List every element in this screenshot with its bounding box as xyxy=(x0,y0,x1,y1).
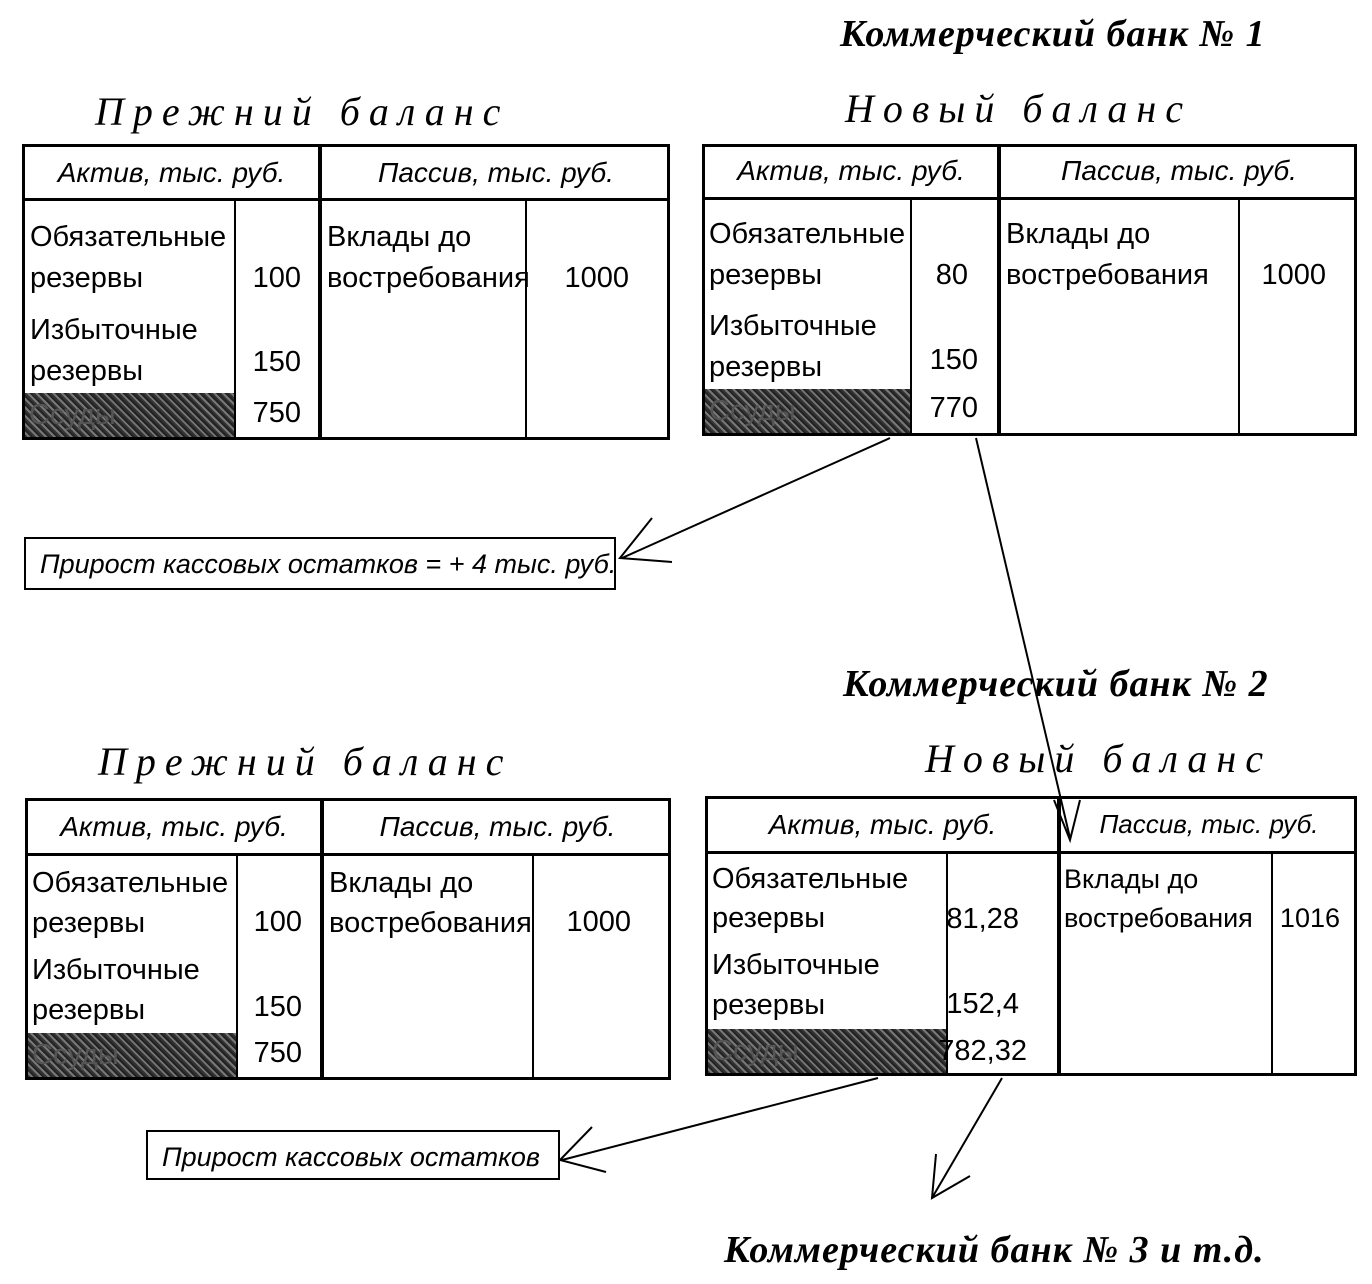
required-reserves-value: 80 xyxy=(935,259,968,291)
required-reserves-label-line2: резервы xyxy=(712,902,826,934)
excess-reserves-label-line2: резервы xyxy=(30,355,144,387)
bank1-title: Коммерческий банк № 1 xyxy=(840,13,1266,55)
excess-reserves-value: 150 xyxy=(929,344,978,376)
deposits-value: 1016 xyxy=(1279,903,1340,933)
asset-header: Актив, тыс. руб. xyxy=(57,157,286,188)
excess-reserves-label-line2: резервы xyxy=(32,994,146,1026)
excess-reserves-label-line1: Избыточные xyxy=(32,954,200,986)
liability-header: Пассив, тыс. руб. xyxy=(1061,155,1297,186)
required-reserves-label-line1: Обязательные xyxy=(32,867,229,899)
loans-label: Ссуды xyxy=(29,399,116,431)
bank2-cash-increase-box: Прирост кассовых остатков xyxy=(146,1130,560,1180)
asset-header: Актив, тыс. руб. xyxy=(768,809,997,840)
required-reserves-value: 81,28 xyxy=(946,903,1019,935)
bank3-title: Коммерческий банк № 3 и т.д. xyxy=(724,1229,1265,1271)
excess-reserves-label-line2: резервы xyxy=(709,351,823,383)
bank2-title: Коммерческий банк № 2 xyxy=(843,663,1269,705)
arrow-bank2-loans-to-cash xyxy=(562,1078,878,1160)
loans-value: 782,32 xyxy=(938,1035,1027,1067)
required-reserves-value: 100 xyxy=(252,262,301,294)
bank1-old-balance-title: Прежний баланс xyxy=(95,89,510,134)
excess-reserves-value: 150 xyxy=(252,346,301,378)
asset-header: Актив, тыс. руб. xyxy=(60,811,288,842)
bank1-new-balance-title: Новый баланс xyxy=(845,86,1192,131)
required-reserves-label-line2: резервы xyxy=(30,262,144,294)
excess-reserves-label-line1: Избыточные xyxy=(712,949,880,981)
deposits-label-line2: востребования xyxy=(329,907,532,939)
excess-reserves-value: 152,4 xyxy=(946,988,1019,1020)
loans-value: 770 xyxy=(929,392,978,424)
loans-label: Ссуды xyxy=(712,1035,799,1067)
liability-header: Пассив, тыс. руб. xyxy=(1099,809,1319,839)
loans-value: 750 xyxy=(252,397,301,429)
deposits-label-line2: востребования xyxy=(1064,903,1253,933)
excess-reserves-label-line1: Избыточные xyxy=(709,310,877,342)
excess-reserves-label-line1: Избыточные xyxy=(30,314,198,346)
excess-reserves-value: 150 xyxy=(253,991,302,1023)
loans-value: 750 xyxy=(253,1037,302,1069)
deposits-label-line1: Вклады до xyxy=(329,867,474,899)
loans-label: Ссуды xyxy=(709,395,796,427)
required-reserves-label-line2: резервы xyxy=(32,907,146,939)
required-reserves-value: 100 xyxy=(253,906,302,938)
deposits-label-line1: Вклады до xyxy=(327,221,472,253)
required-reserves-label-line1: Обязательные xyxy=(712,863,909,895)
bank2-old-balance-title: Прежний баланс xyxy=(98,739,513,784)
deposits-label-line1: Вклады до xyxy=(1064,864,1199,894)
deposits-label-line2: востребования xyxy=(327,262,530,294)
deposits-label-line1: Вклады до xyxy=(1006,218,1151,250)
deposits-value: 1000 xyxy=(1261,259,1326,291)
required-reserves-label-line1: Обязательные xyxy=(709,218,906,250)
required-reserves-label-line2: резервы xyxy=(709,259,823,291)
excess-reserves-label-line2: резервы xyxy=(712,989,826,1021)
arrow-bank1-loans-to-cash xyxy=(622,438,890,558)
liability-header: Пассив, тыс. руб. xyxy=(378,157,614,188)
liability-header: Пассив, тыс. руб. xyxy=(379,811,616,842)
asset-header: Актив, тыс. руб. xyxy=(737,155,965,186)
deposits-label-line2: востребования xyxy=(1006,259,1209,291)
bank1-cash-increase-box: Прирост кассовых остатков = + 4 тыс. руб. xyxy=(24,537,616,590)
deposits-value: 1000 xyxy=(564,262,629,294)
arrowhead-bank3 xyxy=(932,1154,970,1198)
arrow-bank2-to-bank3 xyxy=(932,1078,1002,1198)
deposits-value: 1000 xyxy=(566,906,631,938)
arrow-bank1-to-bank2 xyxy=(976,438,1070,838)
loans-label: Ссуды xyxy=(32,1039,119,1071)
bank2-new-balance-title: Новый баланс xyxy=(925,736,1272,781)
arrowhead-bank2-deposits xyxy=(1054,800,1080,840)
required-reserves-label-line1: Обязательные xyxy=(30,221,227,253)
